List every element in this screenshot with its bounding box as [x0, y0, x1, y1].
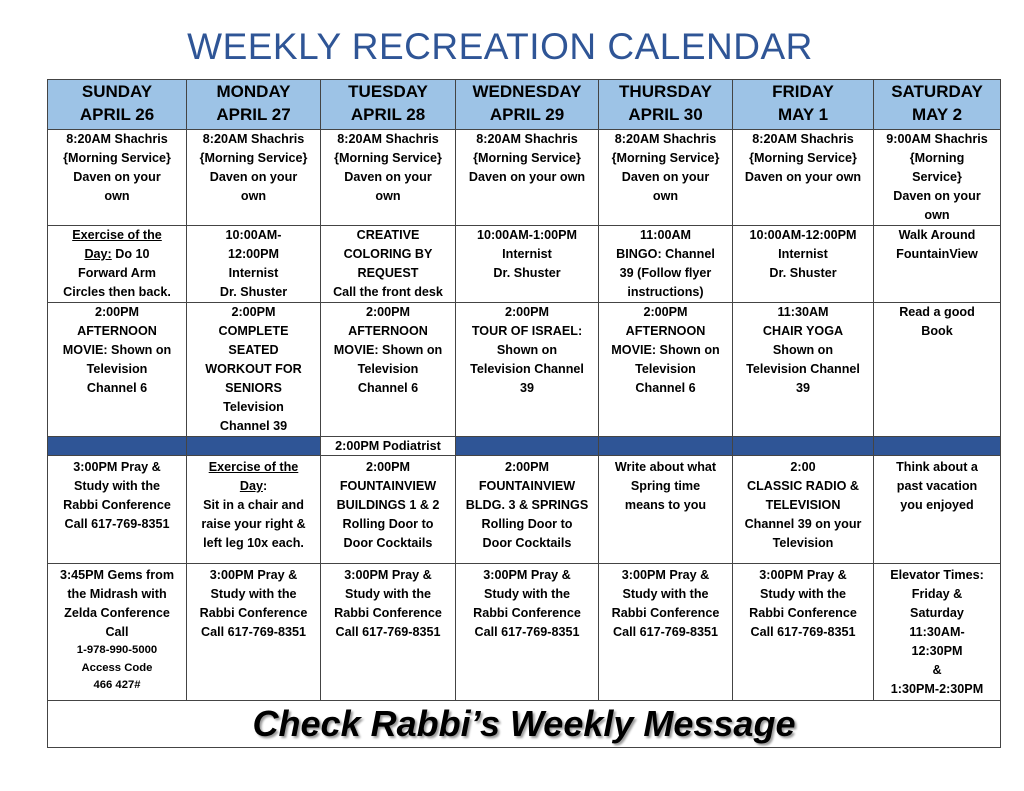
event-line: 2:00PM: [504, 305, 550, 319]
event-line: 3:00PM Pray &: [209, 568, 298, 582]
event-line: Saturday: [910, 606, 964, 620]
day-name: TUESDAY: [348, 82, 428, 101]
event-line: TELEVISION: [765, 498, 841, 512]
event-line: 11:00AM: [639, 228, 692, 242]
event-cell: [456, 226, 599, 303]
event-line: Television: [86, 362, 148, 376]
event-cell: [599, 456, 733, 564]
event-line: 2:00PM: [365, 305, 411, 319]
event-line: 2:00PM: [504, 460, 550, 474]
event-line: FOUNTAINVIEW: [478, 479, 576, 493]
event-line: own: [240, 189, 267, 203]
event-line: Call: [105, 625, 129, 639]
event-line: {Morning: [909, 151, 965, 165]
event-line: 3:00PM Pray &: [344, 568, 432, 582]
schedule-row-evening: [48, 564, 1001, 701]
event-line: 2:00: [790, 460, 816, 474]
event-line: you enjoyed: [900, 498, 974, 512]
event-line: MOVIE: Shown on: [333, 343, 443, 357]
band-cell: [187, 437, 321, 456]
event-cell: [456, 130, 599, 226]
event-line: Daven on your: [893, 189, 981, 203]
event-cell: [733, 130, 874, 226]
event-line: Dr. Shuster: [219, 285, 288, 299]
event-line: Shown on: [496, 343, 558, 357]
day-date: APRIL 29: [489, 105, 565, 124]
footer-cell: [48, 701, 1001, 748]
schedule-row-afternoon: [48, 303, 1001, 437]
event-line: 39: [519, 381, 534, 395]
event-line: own: [375, 189, 401, 203]
event-line: 3:00PM Pray &: [73, 460, 161, 474]
event-line: Write about what: [614, 460, 717, 474]
event-line: Channel 6: [86, 381, 148, 395]
band-cell: [456, 437, 599, 456]
day-name: FRIDAY: [772, 82, 834, 101]
event-line: Zelda Conference: [64, 606, 170, 620]
event-cell: [187, 226, 321, 303]
day-name: SATURDAY: [891, 82, 983, 101]
event-line: {Morning Service}: [749, 151, 857, 165]
event-line: 2:00PM: [365, 460, 411, 474]
schedule-row-morning: [48, 130, 1001, 226]
day-name: WEDNESDAY: [472, 82, 582, 101]
event-line: FountainView: [896, 247, 978, 261]
event-line: COMPLETE: [218, 324, 289, 338]
event-line: Rabbi Conference: [334, 606, 442, 620]
event-cell: [187, 564, 321, 701]
event-line: Exercise of the: [72, 228, 162, 242]
day-header-row: [48, 80, 1001, 130]
event-line: Television Channel: [746, 362, 860, 376]
event-line: Television Channel: [470, 362, 584, 376]
event-cell: [733, 226, 874, 303]
event-cell: [599, 303, 733, 437]
event-line: Television: [357, 362, 419, 376]
event-cell: [456, 456, 599, 564]
event-line: 8:20AM Shachris: [337, 132, 439, 146]
day-header-wednesday: [456, 80, 599, 130]
event-line: 8:20AM Shachris: [752, 132, 854, 146]
event-cell: [48, 303, 187, 437]
event-line: BUILDINGS 1 & 2: [336, 498, 440, 512]
event-line: Day: Do 10: [84, 247, 150, 261]
event-cell: [48, 456, 187, 564]
event-line: Channel 6: [357, 381, 419, 395]
event-line: Channel 39: [219, 419, 288, 433]
event-line: 1-978-990-5000: [76, 644, 158, 656]
event-line: 2:00PM: [231, 305, 276, 319]
event-line: means to you: [624, 498, 707, 512]
event-line: {Morning Service}: [334, 151, 442, 165]
band-cell: [874, 437, 1001, 456]
event-cell: [456, 303, 599, 437]
event-line: Television: [772, 536, 834, 550]
band-cell: [733, 437, 874, 456]
event-line: AFTERNOON: [625, 324, 706, 338]
event-line: Forward Arm: [78, 266, 156, 280]
event-line: 11:30AM: [777, 305, 829, 319]
event-cell: [874, 130, 1001, 226]
event-line: Friday &: [911, 587, 963, 601]
event-line: Study with the: [344, 587, 432, 601]
event-line: Television: [635, 362, 696, 376]
event-line: COLORING BY: [343, 247, 433, 261]
event-line: 8:20AM Shachris: [476, 132, 578, 146]
event-line: 3:00PM Pray &: [483, 568, 571, 582]
day-header-thursday: [599, 80, 733, 130]
event-cell: [321, 130, 456, 226]
event-line: CHAIR YOGA: [762, 324, 844, 338]
day-date: APRIL 28: [350, 105, 426, 124]
event-cell: [321, 226, 456, 303]
event-line: REQUEST: [357, 266, 419, 280]
event-line: Dr. Shuster: [493, 266, 561, 280]
footer-message: Check Rabbi’s Weekly Message: [252, 703, 796, 744]
event-line: CREATIVE: [356, 228, 420, 242]
event-line: FOUNTAINVIEW: [339, 479, 437, 493]
event-line: left leg 10x each.: [203, 536, 304, 550]
event-line: Dr. Shuster: [769, 266, 837, 280]
event-line: SENIORS: [225, 381, 282, 395]
event-line: 466 427#: [93, 679, 141, 691]
event-line: 3:45PM Gems from: [59, 568, 175, 582]
event-line: Elevator Times:: [890, 568, 984, 582]
event-cell: [187, 130, 321, 226]
event-cell: [187, 456, 321, 564]
event-line: Shown on: [772, 343, 834, 357]
event-line: Study with the: [759, 587, 847, 601]
event-line: BLDG. 3 & SPRINGS: [465, 498, 589, 512]
event-line: Internist: [502, 247, 552, 261]
page-title: WEEKLY RECREATION CALENDAR: [187, 26, 813, 67]
event-line: 8:20AM Shachris: [614, 132, 717, 146]
event-line: Call 617-769-8351: [612, 625, 719, 639]
event-line: Door Cocktails: [482, 536, 572, 550]
event-line: Call 617-769-8351: [474, 625, 580, 639]
event-line: 39 (Follow flyer: [619, 266, 712, 280]
event-line: WORKOUT FOR: [205, 362, 302, 376]
event-cell: [321, 456, 456, 564]
event-line: Rabbi Conference: [749, 606, 857, 620]
day-header-friday: [733, 80, 874, 130]
event-line: Study with the: [210, 587, 297, 601]
day-header-saturday: [874, 80, 1001, 130]
event-cell: [321, 303, 456, 437]
event-line: 10:00AM-: [225, 228, 282, 242]
day-name: MONDAY: [216, 82, 291, 101]
event-line: Rabbi Conference: [611, 606, 720, 620]
event-line: {Morning Service}: [63, 151, 171, 165]
event-line: Channel 39 on your: [744, 517, 862, 531]
event-line: Circles then back.: [63, 285, 171, 299]
event-line: 12:00PM: [227, 247, 280, 261]
event-cell: [733, 564, 874, 701]
event-line: Daven on your: [344, 170, 432, 184]
event-line: Walk Around: [898, 228, 976, 242]
podiatrist-cell: 2:00PM Podiatrist: [321, 437, 456, 456]
event-line: MOVIE: Shown on: [611, 343, 720, 357]
event-line: Daven on your own: [468, 170, 586, 184]
footer-row: [48, 701, 1001, 748]
event-line: 10:00AM-1:00PM: [476, 228, 578, 242]
event-line: Think about a: [896, 460, 978, 474]
event-line: Daven on your own: [744, 170, 862, 184]
event-cell: [599, 130, 733, 226]
band-cell: [48, 437, 187, 456]
day-header-monday: [187, 80, 321, 130]
event-cell: [874, 456, 1001, 564]
event-line: Study with the: [622, 587, 709, 601]
event-cell: [599, 564, 733, 701]
event-line: Rolling Door to: [481, 517, 573, 531]
event-line: 39: [795, 381, 810, 395]
day-date: APRIL 30: [628, 105, 703, 124]
event-line: own: [104, 189, 130, 203]
event-line: AFTERNOON: [348, 324, 428, 338]
event-line: {Morning Service}: [199, 151, 308, 165]
event-line: Daven on your: [209, 170, 298, 184]
schedule-row-midmorning: [48, 226, 1001, 303]
day-date: MAY 1: [777, 105, 829, 124]
event-line: Call the front desk: [333, 285, 443, 299]
event-line: Internist: [228, 266, 279, 280]
day-date: MAY 2: [911, 105, 963, 124]
event-line: Study with the: [73, 479, 161, 493]
event-line: {Morning Service}: [611, 151, 720, 165]
day-date: APRIL 27: [216, 105, 291, 124]
event-cell: [733, 303, 874, 437]
event-line: AFTERNOON: [77, 324, 157, 338]
event-cell: [874, 303, 1001, 437]
band-cell: [599, 437, 733, 456]
event-line: Internist: [778, 247, 828, 261]
event-line: &: [932, 663, 942, 677]
event-line: Door Cocktails: [343, 536, 433, 550]
event-line: Study with the: [483, 587, 571, 601]
day-name: THURSDAY: [619, 82, 712, 101]
event-cell: [874, 226, 1001, 303]
event-line: SEATED: [228, 343, 279, 357]
day-name: SUNDAY: [81, 82, 153, 101]
event-line: Rabbi Conference: [473, 606, 581, 620]
event-line: Exercise of the: [208, 460, 299, 474]
event-line: BINGO: Channel: [616, 247, 715, 261]
event-line: Rabbi Conference: [199, 606, 308, 620]
event-cell: [48, 564, 187, 701]
divider-band-row: [48, 437, 1001, 456]
event-line: Service}: [912, 170, 962, 184]
event-line: Daven on your: [73, 170, 161, 184]
event-line: own: [652, 189, 679, 203]
event-line: Call 617-769-8351: [335, 625, 441, 639]
event-line: Call 617-769-8351: [64, 517, 170, 531]
event-line: Book: [921, 324, 953, 338]
event-line: Access Code: [81, 661, 153, 674]
event-line: Call 617-769-8351: [750, 625, 856, 639]
event-line: 3:00PM Pray &: [621, 568, 710, 582]
event-line: Read a good: [899, 305, 975, 319]
event-line: the Midrash with: [67, 587, 167, 601]
event-line: instructions): [627, 285, 704, 299]
event-line: Call 617-769-8351: [200, 625, 307, 639]
event-cell: [321, 564, 456, 701]
event-line: 2:00PM: [94, 305, 140, 319]
event-line: 1:30PM-2:30PM: [890, 682, 984, 696]
event-line: Television: [223, 400, 284, 414]
event-cell: [48, 130, 187, 226]
event-line: 12:30PM: [911, 644, 963, 658]
event-line: 8:20AM Shachris: [66, 132, 168, 146]
event-line: past vacation: [896, 479, 978, 493]
event-line: 9:00AM Shachris: [886, 132, 988, 146]
event-line: 8:20AM Shachris: [202, 132, 305, 146]
event-line: CLASSIC RADIO &: [747, 479, 859, 493]
event-cell: [456, 564, 599, 701]
calendar-table: [47, 79, 1001, 748]
event-line: MOVIE: Shown on: [62, 343, 172, 357]
event-line: 11:30AM-: [909, 625, 965, 639]
event-cell: [48, 226, 187, 303]
schedule-row-late-afternoon: [48, 456, 1001, 564]
day-header-tuesday: [321, 80, 456, 130]
event-line: Channel 6: [635, 381, 696, 395]
event-line: TOUR OF ISRAEL:: [471, 324, 583, 338]
event-line: Rabbi Conference: [63, 498, 171, 512]
event-line: Rolling Door to: [342, 517, 434, 531]
event-line: Daven on your: [621, 170, 710, 184]
event-line: Day:: [239, 479, 268, 493]
event-line: 10:00AM-12:00PM: [749, 228, 857, 242]
event-cell: [733, 456, 874, 564]
event-cell: [187, 303, 321, 437]
event-line: 3:00PM Pray &: [759, 568, 847, 582]
day-header-sunday: [48, 80, 187, 130]
event-line: 2:00PM: [643, 305, 688, 319]
event-line: Sit in a chair and: [203, 498, 304, 512]
day-date: APRIL 26: [79, 105, 155, 124]
event-cell: [874, 564, 1001, 701]
event-line: raise your right &: [201, 517, 306, 531]
event-line: Spring time: [630, 479, 701, 493]
event-line: {Morning Service}: [473, 151, 581, 165]
event-line: own: [924, 208, 950, 222]
event-cell: [599, 226, 733, 303]
